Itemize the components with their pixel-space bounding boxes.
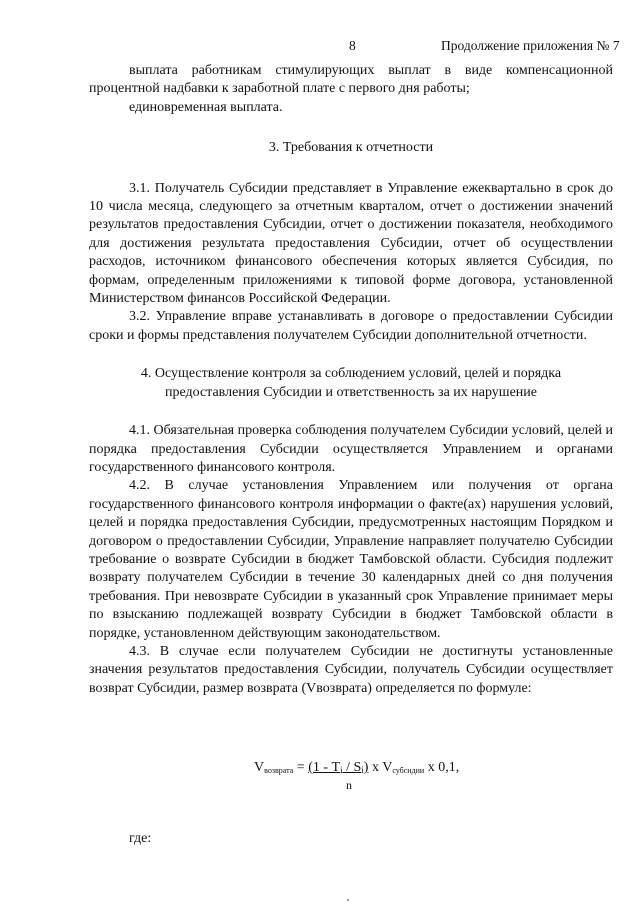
section-4-paragraph-2: 4.2. В случае установления Управлением или получения от органа государственного финансового контроля информации о факте(ах) нарушения условий, целей и порядка предоставления Субсидии, предусмотренных настоящим Порядком и договором о предоставлении Субсидии, Управление направляет получателю Субсидии требование о возврате Субсидии в бюджет Тамбовской области. Субсидия подлежит возврату получателем Субсидии в течение 30 календарных дней со дня получения требования. При невозврате Субсидии в указанный срок Управление принимает меры по взысканию подлежащей возврату Субсидии в бюджет Тамбовской области в порядке, установленном действующим законодательством. xyxy=(89,478,613,641)
intro-paragraph-2: единовременная выплата. xyxy=(129,99,283,115)
section-4-paragraph-3: 4.3. В случае если получателем Субсидии не достигнуты установленные значения результатов предоставления Субсидии, получатель Субсидии осуществляет возврат Субсидии, размер возврата (Vвозврата) определяется по формуле: xyxy=(89,643,613,696)
appendix-continuation-label: Продолжение приложения № 7 xyxy=(441,38,620,53)
formula-equals: = xyxy=(293,760,309,775)
formula-times-v: x V xyxy=(368,760,393,775)
section-4-title-line-2: предоставления Субсидии и ответственность за их нарушение xyxy=(164,384,538,400)
scan-speck xyxy=(347,899,349,901)
document-body xyxy=(89,62,613,698)
formula-numerator: (1 - Ti / Si) xyxy=(308,760,369,775)
section-3-paragraph-2: 3.2. Управление вправе устанавливать в договоре о предоставлении Субсидии сроки и формы представления получателем Субсидии дополнительной отчетности. xyxy=(89,309,613,343)
formula-tail: x 0,1, xyxy=(424,760,460,775)
formula-v-subscript: возврата xyxy=(264,766,294,775)
intro-paragraph-1: выплата работникам стимулирующих выплат в виде компенсационной процентной надбавки к заработной плате с первого дня работы; xyxy=(89,63,613,97)
page-number: 8 xyxy=(349,38,356,53)
section-3-title: 3. Требования к отчетности xyxy=(268,140,434,156)
formula-v: V xyxy=(254,760,265,775)
section-4-paragraph-1: 4.1. Обязательная проверка соблюдения получателем Субсидии условий, целей и порядка предоставления Субсидии осуществляется Управлением и органами государственного финансового контроля. xyxy=(89,423,613,475)
section-3-paragraph-1: 3.1. Получатель Субсидии представляет в Управление ежеквартально в срок до 10 числа месяца, следующего за отчетным кварталом, отчет о достижении значений результатов предоставления Субсидии, отчет о достижении показателя, необходимого для достижения результата предоставления Субсидии, отчет об осуществлении расходов, источником финансового обеспечения которых является Субсидия, по формам, определенным приложениями к типовой форме договора, установленной Министерством финансов Российской Федерации. xyxy=(89,180,613,307)
section-4-title-line-1: 4. Осуществление контроля за соблюдением условий, целей и порядка xyxy=(140,366,562,382)
refund-formula xyxy=(254,760,459,776)
formula-v2-subscript: субсидии xyxy=(392,766,425,775)
where-label: где: xyxy=(129,831,152,846)
formula-denominator: n xyxy=(346,778,352,792)
